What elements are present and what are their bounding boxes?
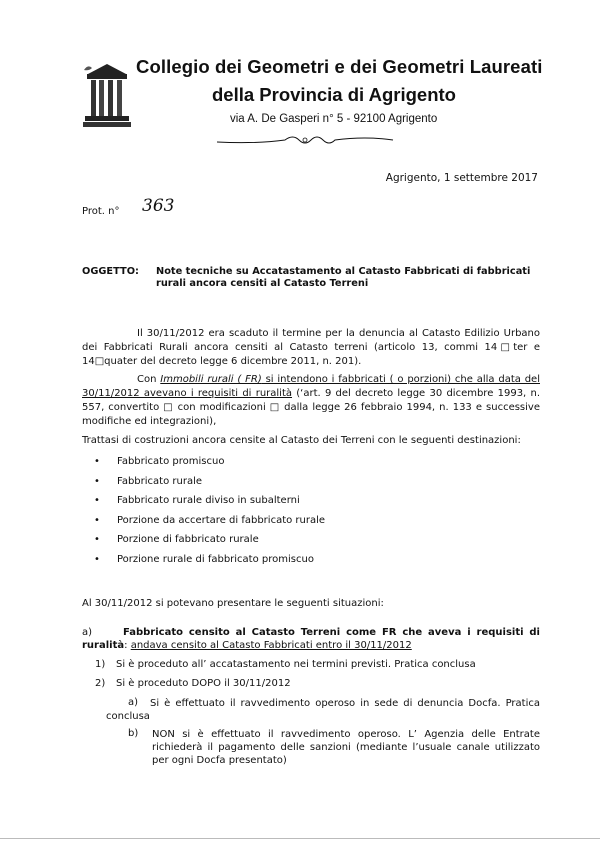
subitem-a-marker: a) <box>128 697 139 708</box>
list-item: • Fabbricato promiscuo <box>94 456 225 467</box>
temple-emblem-logo <box>82 60 132 130</box>
item-1-marker: 1) <box>95 659 106 670</box>
list-item: • Porzione di fabbricato rurale <box>94 534 259 545</box>
definition-underlined: si intendono i fabbricati ( o porzioni) che alla data del 30/11/2012 avevano i requisiti di ruralità <box>82 374 540 399</box>
bullet: • <box>94 456 100 467</box>
paragraph-situazioni-intro: Al 30/11/2012 si potevano presentare le seguenti situazioni: <box>82 598 384 609</box>
definition-term: Immobili rurali ( FR) <box>160 374 262 385</box>
item-1-text: Si è proceduto all’ accatastamento nei termini previsti. Pratica conclusa <box>116 659 476 670</box>
subitem-b-marker: b) <box>128 728 139 739</box>
item-2-text: Si è proceduto DOPO il 30/11/2012 <box>116 678 291 689</box>
header-title-line2: della Provincia di Agrigento <box>212 84 456 105</box>
list-item: • Porzione da accertare di fabbricato rurale <box>94 514 326 526</box>
oggetto-label: OGGETTO: <box>82 266 139 277</box>
case-a-marker: a) <box>82 627 93 638</box>
subitem-a-text: Si è effettuato il ravvedimento operoso in sede di denuncia Docfa. Pratica conclusa <box>106 698 540 722</box>
header-address: via A. De Gasperi n° 5 - 92100 Agrigento <box>230 113 438 125</box>
definition-prefix: Con <box>137 374 161 385</box>
bullet: • <box>94 534 100 545</box>
case-a-underlined: andava censito al Catasto Fabbricati entro il 30/11/2012 <box>130 639 412 651</box>
list-item: • Fabbricato rurale diviso in subalterni <box>94 495 300 506</box>
case-a-bold: Fabbricato censito al Catasto Terreni come FR che aveva i requisiti di ruralità <box>82 627 540 651</box>
header-title-line1: Collegio dei Geometri e dei Geometri Laureati <box>136 56 543 77</box>
subitem-b-text: NON si è effettuato il ravvedimento operoso. L’ Agenzia delle Entrate richiederà il pagamento delle sanzioni (mediante l’usuale canale utilizzato per ogni Docfa presentato) <box>152 729 540 766</box>
protocol-number: 363 <box>142 196 175 216</box>
list-item: • Porzione rurale di fabbricato promiscuo <box>94 553 314 565</box>
list-item: • Fabbricato rurale <box>94 475 203 487</box>
protocol-label: Prot. n° <box>82 206 120 217</box>
oggetto-text: Note tecniche su Accatastamento al Catasto Fabbricati di fabbricati rurali ancora censiti al Catasto Terreni <box>156 266 531 289</box>
destinazioni-list <box>82 456 325 573</box>
bullet: • <box>94 475 100 487</box>
document-date: Agrigento, 1 settembre 2017 <box>385 172 538 184</box>
bullet: • <box>94 553 100 565</box>
page-edge-rule <box>0 838 600 839</box>
paragraph-deadline: Il 30/11/2012 era scaduto il termine per la denuncia al Catasto Edilizio Urbano dei Fabbricati Rurali ancora censiti al Catasto terreni (articolo 13, commi 14□ter e 14□quater del decreto legge 6 dicembre 2011, n. 201). <box>82 328 540 367</box>
case-a-heading: Fabbricato censito al Catasto Terreni come FR che aveva i requisiti di ruralità: andava censito al Catasto Fabbricati entro il 30/11/2012 <box>82 627 540 651</box>
decorative-flourish <box>215 132 395 148</box>
item-2-marker: 2) <box>95 678 106 689</box>
definition-rest: (‘art. 9 del decreto legge 30 dicembre 1993, n. 557, convertito □ con modificazioni □ dalla legge 26 febbraio 1994, n. 133 e successive modifiche ed integrazioni), <box>82 388 541 427</box>
paragraph-definition <box>82 373 540 429</box>
bullet: • <box>94 514 100 526</box>
bullet: • <box>94 495 100 506</box>
paragraph-destinazioni-intro: Trattasi di costruzioni ancora censite al Catasto dei Terreni con le seguenti destinazioni: <box>82 435 521 446</box>
